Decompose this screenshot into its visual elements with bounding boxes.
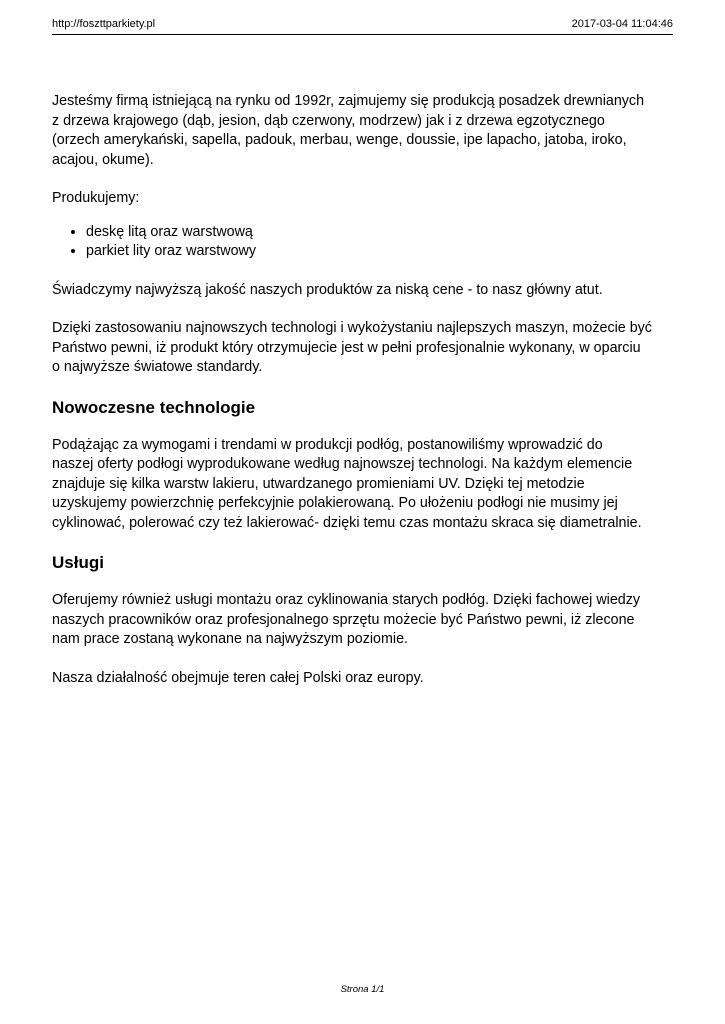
coverage-paragraph: Nasza działalność obejmuje teren całej Polski oraz europy. [52,669,424,686]
technology-paragraph: Podążając za wymogami i trendami w produkcji podłóg, postanowiliśmy wprowadzić do naszej oferty podłogi wyprodukowane według najnowszej technologi. Na każdym elemencie znajduje się kilka warstw lakieru, utwardzanego promieniami UV. Dzięki tej metodzie uzyskujemy powierzchnię perfekcyjnie polakierowaną. Po ułożeniu podłogi nie musimy jej cyklinować, polerować czy też lakierować- dzięki temu czas montażu skraca się diametralnie. [52,436,642,531]
list-item: • parkiet lity oraz warstwowy [86,242,677,262]
document-body [52,92,677,707]
page-number: Strona 1/1 [340,984,385,995]
page-footer [0,984,725,995]
services-paragraph: Oferujemy również usługi montażu oraz cyklinowania starych podłóg. Dzięki fachowej wiedzy naszych pracowników oraz profesjonalnego sprzętu możecie być Państwo pewni, iż zlecone nam prace zostaną wykonane na najwyższym poziomie. [52,592,641,647]
page-header [52,12,673,35]
section-heading-technology: Nowoczesne technologie [52,397,256,417]
source-url: http://foszttparkiety.pl [52,18,156,30]
quality-paragraph: Świadczymy najwyższą jakość naszych produktów za niską cene - to nasz główny atut. [52,281,603,298]
intro-paragraph: Jesteśmy firmą istniejącą na rynku od 1992r, zajmujemy się produkcją posadzek drewnianych z drzewa krajowego (dąb, jesion, dąb czerwony, modrzew) jak i z drzewa egzotycznego (orzech amerykański, sapella, padouk, merbau, wenge, doussie, ipe lapacho, jatoba, iroko, acajou, okume). [52,93,645,168]
produce-label: Produkujemy: [52,190,140,206]
section-heading-services: Usługi [52,553,104,572]
list-item: • deskę litą oraz warstwową [86,223,677,243]
tech-paragraph: Dzięki zastosowaniu najnowszych technologi i wykożystaniu najlepszych maszyn, możecie być Państwo pewni, iż produkt który otrzymujecie jest w pełni profesjonalnie wykonany, w oparciu o najwyższe światowe standardy. [52,320,652,375]
print-datetime: 2017-03-04 11:04:46 [571,18,673,30]
products-list [52,223,677,262]
